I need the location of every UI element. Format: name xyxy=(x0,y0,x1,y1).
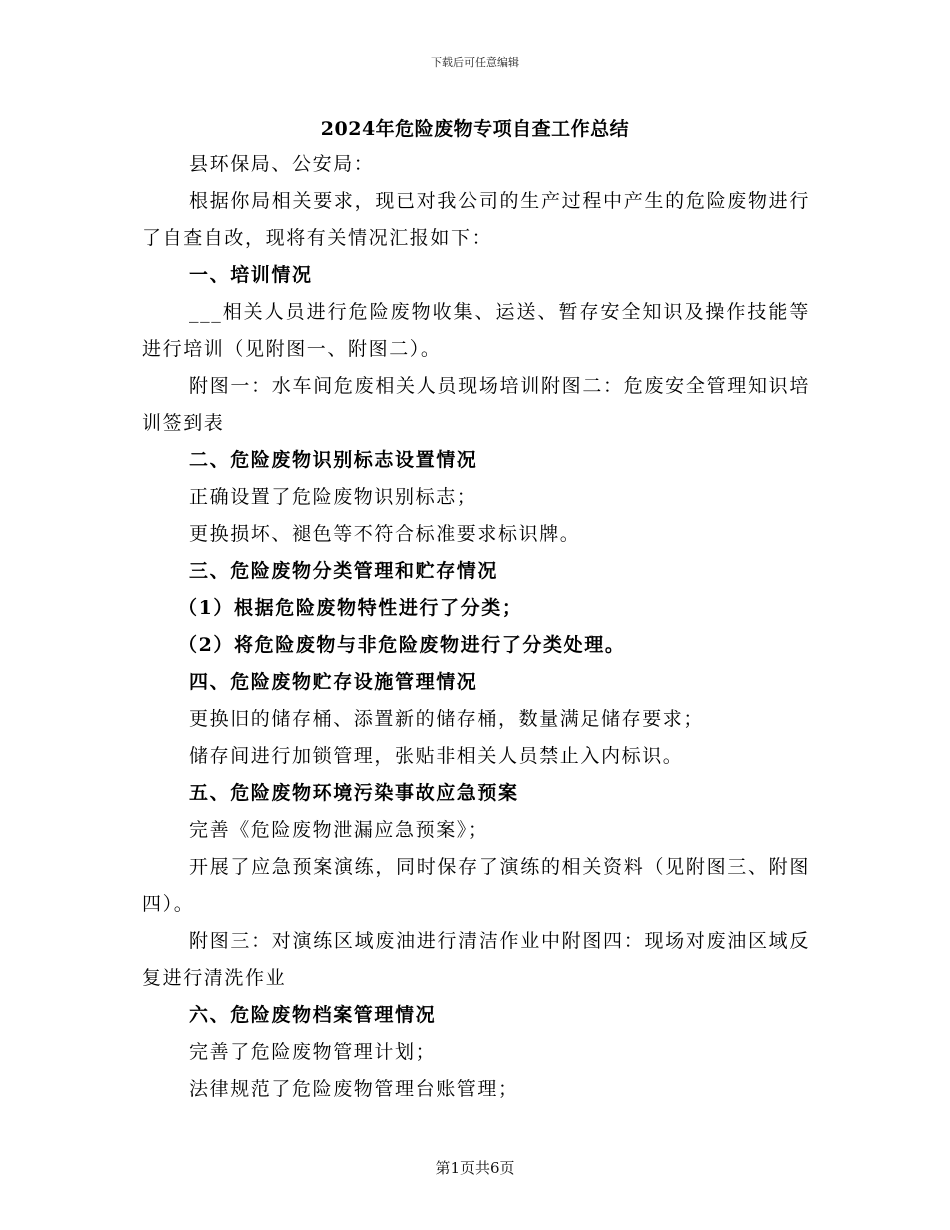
emergency-item-2: 开展了应急预案演练，同时保存了演练的相关资料（见附图三、附图四）。 xyxy=(142,856,810,915)
classification-item-2: （2）将危险废物与非危险废物进行了分类处理。 xyxy=(178,634,626,656)
document-title: 2024年危险废物专项自查工作总结 xyxy=(320,118,630,140)
storage-item-1: 更换旧的储存桶、添置新的储存桶，数量满足储存要求； xyxy=(189,708,705,730)
emergency-figures-caption: 附图三：对演练区域废油进行清洁作业中附图四：现场对废油区域反复进行清洗作业 xyxy=(142,930,810,989)
records-item-1: 完善了危险废物管理计划； xyxy=(189,1041,437,1063)
signage-item-1: 正确设置了危险废物识别标志； xyxy=(189,486,478,508)
page-header-note: 下载后可任意编辑 xyxy=(431,56,519,69)
document-body xyxy=(142,146,810,1108)
emergency-item-1: 完善《危险废物泄漏应急预案》； xyxy=(189,819,489,841)
intro-paragraph: 根据你局相关要求，现已对我公司的生产过程中产生的危险废物进行了自查自改，现将有关情况汇报如下： xyxy=(142,190,810,249)
classification-item-1: （1）根据危险废物特性进行了分类； xyxy=(178,597,523,619)
training-figures-caption: 附图一：水车间危废相关人员现场培训附图二：危废安全管理知识培训签到表 xyxy=(142,375,810,434)
section-heading-training: 一、培训情况 xyxy=(189,264,313,286)
training-paragraph: ___相关人员进行危险废物收集、运送、暂存安全知识及操作技能等进行培训（见附图一、附图二）。 xyxy=(142,301,810,360)
page-number-footer: 第1页共6页 xyxy=(435,1159,515,1177)
section-heading-emergency: 五、危险废物环境污染事故应急预案 xyxy=(189,782,519,804)
salutation: 县环保局、公安局： xyxy=(189,153,375,175)
records-item-2: 法律规范了危险废物管理台账管理； xyxy=(189,1078,519,1100)
section-heading-storage: 四、危险废物贮存设施管理情况 xyxy=(189,671,478,693)
signage-item-2: 更换损坏、褪色等不符合标准要求标识牌。 xyxy=(189,523,581,545)
section-heading-records: 六、危险废物档案管理情况 xyxy=(189,1004,437,1026)
storage-item-2: 储存间进行加锁管理，张贴非相关人员禁止入内标识。 xyxy=(189,745,684,767)
section-heading-signage: 二、危险废物识别标志设置情况 xyxy=(189,449,478,471)
section-heading-classification: 三、危险废物分类管理和贮存情况 xyxy=(189,560,499,582)
